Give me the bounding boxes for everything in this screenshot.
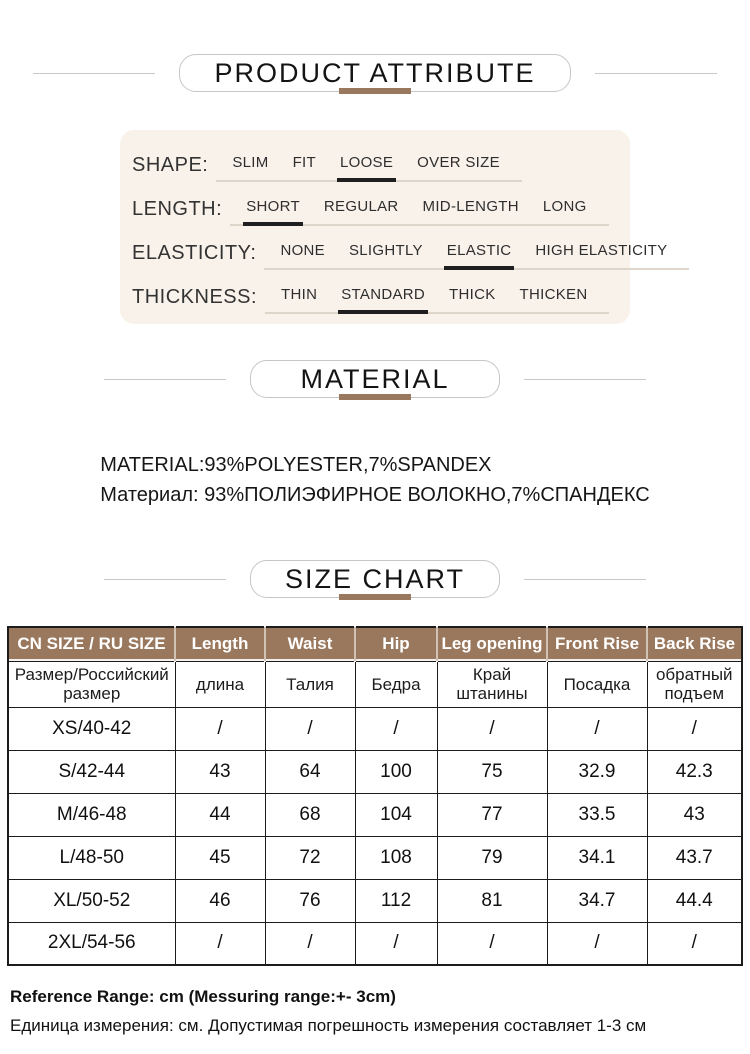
- attribute-label: SHAPE:: [132, 154, 209, 176]
- table-cell: 42.3: [647, 750, 742, 793]
- table-cell: 34.7: [547, 879, 647, 922]
- table-row: [8, 750, 742, 793]
- reference-note-ru: Единица измерения: см. Допустимая погрешность измерения составляет 1-3 см: [10, 1016, 647, 1035]
- table-cell: 81: [437, 879, 547, 922]
- material-text-en: MATERIAL:93%POLYESTER,7%SPANDEX: [100, 454, 492, 476]
- table-cell: /: [175, 922, 265, 965]
- table-cell: 72: [265, 836, 355, 879]
- attribute-row-length: [132, 182, 630, 226]
- table-cell: 46: [175, 879, 265, 922]
- attribute-option: FIT: [292, 154, 316, 171]
- table-cell: /: [175, 707, 265, 750]
- table-cell: M/46-48: [8, 793, 175, 836]
- section-header-product-attribute: [0, 0, 750, 92]
- header-divider-left: [33, 73, 155, 74]
- table-cell: /: [647, 922, 742, 965]
- table-cell: /: [355, 922, 437, 965]
- table-cell: 32.9: [547, 750, 647, 793]
- attribute-option: REGULAR: [323, 198, 399, 215]
- table-cell: /: [355, 707, 437, 750]
- table-cell: 33.5: [547, 793, 647, 836]
- table-cell: 100: [355, 750, 437, 793]
- column-subheader: длина: [175, 661, 265, 707]
- attribute-options: [265, 286, 609, 314]
- attribute-option: THICKEN: [519, 286, 588, 303]
- attribute-row-thickness: [132, 270, 630, 314]
- attribute-options: [264, 242, 689, 270]
- section-title: PRODUCT ATTRIBUTE: [214, 57, 536, 88]
- table-cell: 104: [355, 793, 437, 836]
- table-cell: 44.4: [647, 879, 742, 922]
- title-accent-bar: [339, 594, 411, 600]
- table-cell: S/42-44: [8, 750, 175, 793]
- column-subheader: Талия: [265, 661, 355, 707]
- table-cell: L/48-50: [8, 836, 175, 879]
- column-header: Waist: [265, 627, 355, 661]
- attribute-label: THICKNESS:: [132, 286, 258, 308]
- title-accent-bar: [339, 394, 411, 400]
- column-subheader: Край штанины: [437, 661, 547, 707]
- attribute-option: LONG: [542, 198, 587, 215]
- column-header: Front Rise: [547, 627, 647, 661]
- table-cell: /: [437, 707, 547, 750]
- column-subheader: обратный подъем: [647, 661, 742, 707]
- reference-note-en: Reference Range: cm (Messuring range:+- 3cm): [10, 987, 396, 1006]
- table-cell: /: [647, 707, 742, 750]
- table-cell: 44: [175, 793, 265, 836]
- table-row: [8, 879, 742, 922]
- table-cell: /: [547, 707, 647, 750]
- attribute-option: LOOSE: [339, 154, 394, 171]
- attribute-option: MID-LENGTH: [422, 198, 519, 215]
- attribute-option: SLIGHTLY: [348, 242, 423, 259]
- table-cell: 79: [437, 836, 547, 879]
- table-cell: 2XL/54-56: [8, 922, 175, 965]
- section-title: MATERIAL: [300, 363, 450, 394]
- size-chart-table: [7, 626, 743, 966]
- material-text-ru: Материал: 93%ПОЛИЭФИРНОЕ ВОЛОКНО,7%СПАНДЕКС: [100, 484, 650, 506]
- table-cell: /: [265, 707, 355, 750]
- attribute-options: [216, 154, 522, 182]
- column-header: Back Rise: [647, 627, 742, 661]
- table-cell: 77: [437, 793, 547, 836]
- attribute-options: [230, 198, 608, 226]
- title-accent-bar: [339, 88, 411, 94]
- table-cell: 43: [175, 750, 265, 793]
- table-cell: 64: [265, 750, 355, 793]
- table-header-row: [8, 627, 742, 661]
- table-row: [8, 836, 742, 879]
- table-cell: XS/40-42: [8, 707, 175, 750]
- table-cell: 34.1: [547, 836, 647, 879]
- attribute-option: SHORT: [246, 198, 300, 215]
- attribute-option: SLIM: [232, 154, 269, 171]
- footer-notes: [10, 987, 740, 1036]
- table-cell: /: [265, 922, 355, 965]
- table-subheader-row: [8, 661, 742, 707]
- attribute-label: ELASTICITY:: [132, 242, 257, 264]
- attribute-option: OVER SIZE: [417, 154, 500, 171]
- section-title-box: [179, 54, 570, 92]
- header-divider-left: [104, 379, 226, 380]
- table-cell: /: [437, 922, 547, 965]
- column-header: Length: [175, 627, 265, 661]
- header-divider-right: [595, 73, 717, 74]
- header-divider-right: [524, 379, 646, 380]
- attribute-panel: [120, 130, 668, 324]
- material-block: [0, 450, 750, 510]
- attribute-option: ELASTIC: [446, 242, 512, 259]
- column-subheader: Посадка: [547, 661, 647, 707]
- attribute-row-elasticity: [132, 226, 668, 270]
- header-divider-right: [524, 579, 646, 580]
- column-header: CN SIZE / RU SIZE: [8, 627, 175, 661]
- attribute-option: HIGH ELASTICITY: [535, 242, 668, 259]
- column-subheader: Бедра: [355, 661, 437, 707]
- column-header: Hip: [355, 627, 437, 661]
- section-title-box: [250, 360, 500, 398]
- table-row: [8, 707, 742, 750]
- section-title-box: [250, 560, 500, 598]
- table-cell: 43: [647, 793, 742, 836]
- attribute-option: THIN: [281, 286, 318, 303]
- table-row: [8, 793, 742, 836]
- table-cell: 43.7: [647, 836, 742, 879]
- section-title: SIZE CHART: [284, 563, 466, 594]
- table-cell: XL/50-52: [8, 879, 175, 922]
- table-cell: 76: [265, 879, 355, 922]
- table-row: [8, 922, 742, 965]
- table-cell: /: [547, 922, 647, 965]
- column-header: Leg opening: [437, 627, 547, 661]
- table-cell: 108: [355, 836, 437, 879]
- table-cell: 68: [265, 793, 355, 836]
- attribute-option: NONE: [280, 242, 325, 259]
- attribute-option: STANDARD: [341, 286, 426, 303]
- attribute-option: THICK: [449, 286, 496, 303]
- attribute-row-shape: [132, 138, 630, 182]
- column-subheader: Размер/Российский размер: [8, 661, 175, 707]
- table-cell: 112: [355, 879, 437, 922]
- section-header-size-chart: [0, 560, 750, 598]
- table-cell: 75: [437, 750, 547, 793]
- attribute-label: LENGTH:: [132, 198, 223, 220]
- header-divider-left: [104, 579, 226, 580]
- section-header-material: [0, 360, 750, 398]
- table-cell: 45: [175, 836, 265, 879]
